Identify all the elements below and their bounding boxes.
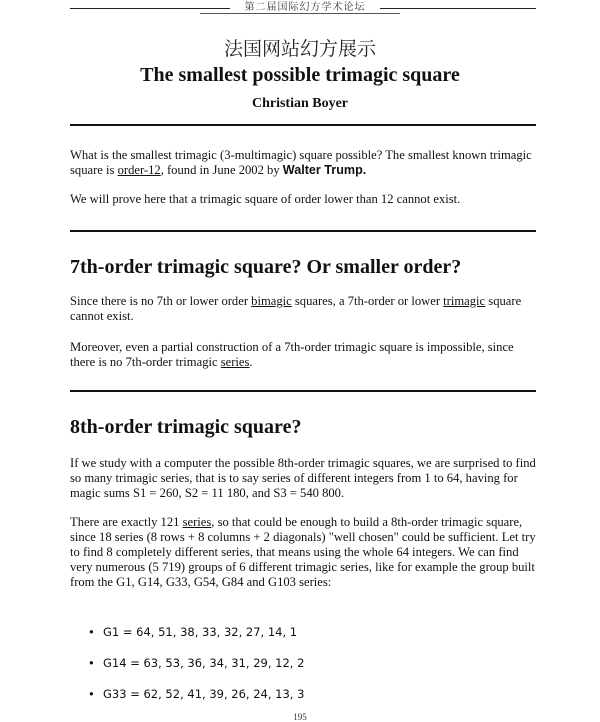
series-link[interactable]: series xyxy=(182,515,212,529)
author-name: Christian Boyer xyxy=(251,96,349,111)
text: square cannot exist. xyxy=(70,294,522,323)
text: Moreover, even a partial construction of a 7th-order trimagic square is impossible, since there is no 7th-order trimagic xyxy=(70,340,514,369)
series-g1: G1 = 64, 51, 38, 33, 32, 27, 14, 1 xyxy=(103,625,298,639)
text: What is the smallest trimagic (3-multimagic) square possible? The smallest known trimagic square is xyxy=(70,148,532,177)
page-title: The smallest possible trimagic square xyxy=(140,64,460,86)
bimagic-link[interactable]: bimagic xyxy=(251,294,292,308)
series-g14: G14 = 63, 53, 36, 34, 31, 29, 12, 2 xyxy=(103,656,305,670)
section-heading-8th-order: 8th-order trimagic square? xyxy=(70,416,302,438)
text: . xyxy=(249,355,253,369)
divider xyxy=(70,124,536,126)
intro-claim-paragraph: We will prove here that a trimagic square of order lower than 12 cannot exist. xyxy=(70,192,461,206)
divider xyxy=(70,390,536,392)
bullet-icon: • xyxy=(88,625,95,639)
list-item xyxy=(88,656,528,670)
bullet-icon: • xyxy=(88,687,95,701)
section2-paragraph-2 xyxy=(70,515,538,590)
text: squares, a 7th-order or lower xyxy=(291,294,444,308)
text: There are exactly 121 xyxy=(70,515,183,529)
list-item xyxy=(88,687,528,701)
bullet-icon: • xyxy=(88,656,95,670)
running-header xyxy=(70,0,536,14)
section-heading-7th-order: 7th-order trimagic square? Or smaller order? xyxy=(70,256,462,278)
header-underline xyxy=(200,13,400,14)
series-g33: G33 = 62, 52, 41, 39, 26, 24, 13, 3 xyxy=(103,687,305,701)
text: , found in June 2002 by xyxy=(160,163,283,177)
series-link[interactable]: series xyxy=(220,355,250,369)
section1-paragraph-1 xyxy=(70,294,538,324)
journal-name: 第二届国际幻方学术论坛 xyxy=(244,2,366,13)
text: , so that could be enough to build a 8th-order trimagic square, since 18 series (8 rows + 8 columns + 2 diagonals) "well chosen" could be sufficient. Let try to find 8 completely different series, that means using the whole 64 integers. We can find very numerous (5 719) groups of 6 different trimagic series, like for example the group built from the G1, G14, G33, G54, G84 and G103 series: xyxy=(70,515,536,589)
chinese-title: 法国网站幻方展示 xyxy=(223,38,376,60)
divider xyxy=(70,230,536,232)
walter-trump-name: Walter Trump. xyxy=(282,163,367,177)
list-item xyxy=(88,625,528,639)
order-12-link[interactable]: order-12 xyxy=(117,163,161,177)
page-number: 195 xyxy=(293,712,307,722)
intro-paragraph xyxy=(70,148,538,178)
text: Since there is no 7th or lower order xyxy=(70,294,252,308)
section1-paragraph-2 xyxy=(70,340,538,370)
section2-paragraph-1: If we study with a computer the possible 8th-order trimagic squares, we are surprised to find so many trimagic series, that is to say series of different integers from 1 to 64, having for magic sums S1 = 260, S2 = 11 180, and S3 = 540 800. xyxy=(70,456,536,500)
trimagic-link[interactable]: trimagic xyxy=(443,294,486,308)
header-rule-right xyxy=(380,8,536,9)
header-rule-left xyxy=(70,8,230,9)
